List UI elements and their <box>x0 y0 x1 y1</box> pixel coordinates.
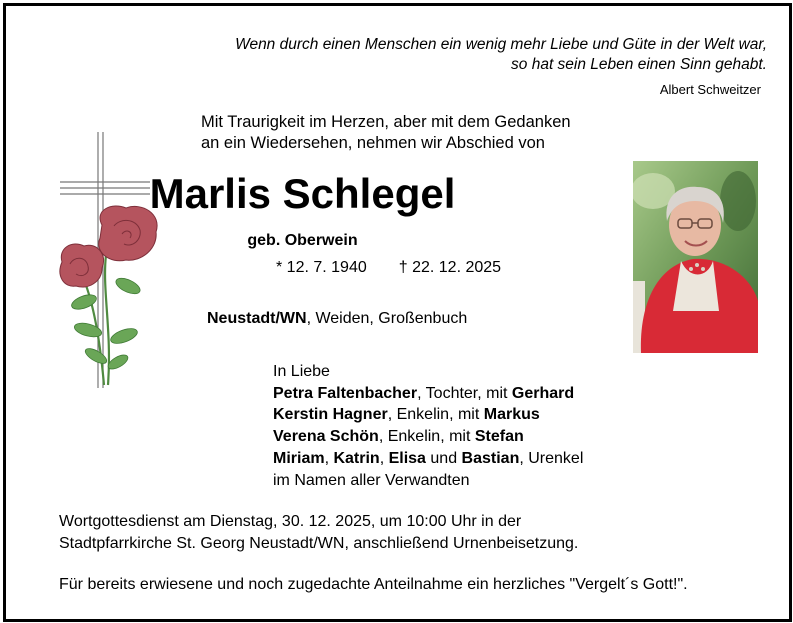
mourner-relation: , Tochter, mit <box>417 384 512 402</box>
mourner-relation: , Urenkel <box>519 449 584 467</box>
service-line: Wortgottesdienst am Dienstag, 30. 12. 2025, um 10:00 Uhr in der <box>59 513 522 530</box>
place-main: Neustadt/WN <box>207 310 307 327</box>
places <box>207 310 467 328</box>
intro-line: Mit Traurigkeit im Herzen, aber mit dem Gedanken <box>201 113 571 131</box>
thanks-text: Für bereits erwiesene und noch zugedachte Anteilnahme ein herzliches "Vergelt´s Gott!". <box>59 576 688 593</box>
mourner-name: Verena Schön <box>273 428 379 446</box>
intro-text <box>201 112 571 154</box>
service-line: Stadtpfarrkirche St. Georg Neustadt/WN, anschließend Urnenbeisetzung. <box>59 534 579 552</box>
birth-name: geb. Oberwein <box>247 232 358 249</box>
mourner-name: Katrin <box>333 449 380 467</box>
service-info <box>59 511 578 554</box>
life-dates <box>276 259 501 277</box>
birth-date: * 12. 7. 1940 <box>276 259 367 276</box>
quote-line: so hat sein Leben einen Sinn gehabt. <box>511 56 767 73</box>
deceased-name: Marlis Schlegel <box>149 170 456 217</box>
mourner-name: Petra Faltenbacher <box>273 384 418 402</box>
separator: und <box>425 449 462 467</box>
mourner-relation: , Enkelin, mit <box>378 428 475 446</box>
mourner-line <box>273 426 583 448</box>
mourner-name: Gerhard <box>511 384 575 402</box>
portrait-photo <box>633 161 758 353</box>
cross-with-roses-icon <box>54 130 164 390</box>
mourner-name: Bastian <box>461 449 520 467</box>
mourner-name: Kerstin Hagner <box>273 406 388 424</box>
mourner-line <box>273 383 583 405</box>
mourners-intro: In Liebe <box>273 363 330 380</box>
quote-author: Albert Schweitzer <box>659 82 761 97</box>
mourner-name: Stefan <box>474 428 524 446</box>
separator: , <box>324 449 334 467</box>
mourner-line <box>273 448 583 470</box>
intro-line: an ein Wiedersehen, nehmen wir Abschied von <box>201 134 545 152</box>
mourners-list <box>273 361 583 491</box>
mourners-outro: im Namen aller Verwandten <box>273 471 470 489</box>
mourner-name: Markus <box>483 406 540 424</box>
place-others: , Weiden, Großenbuch <box>306 310 468 327</box>
obituary-notice <box>3 3 792 622</box>
mourner-name: Elisa <box>388 449 426 467</box>
death-date: † 22. 12. 2025 <box>398 259 502 276</box>
quote-line: Wenn durch einen Menschen ein wenig mehr Liebe und Güte in der Welt war, <box>235 36 767 53</box>
quote <box>235 35 767 75</box>
mourner-line <box>273 404 583 426</box>
separator: , <box>379 449 389 467</box>
mourner-name: Miriam <box>273 449 325 467</box>
mourner-relation: , Enkelin, mit <box>387 406 484 424</box>
